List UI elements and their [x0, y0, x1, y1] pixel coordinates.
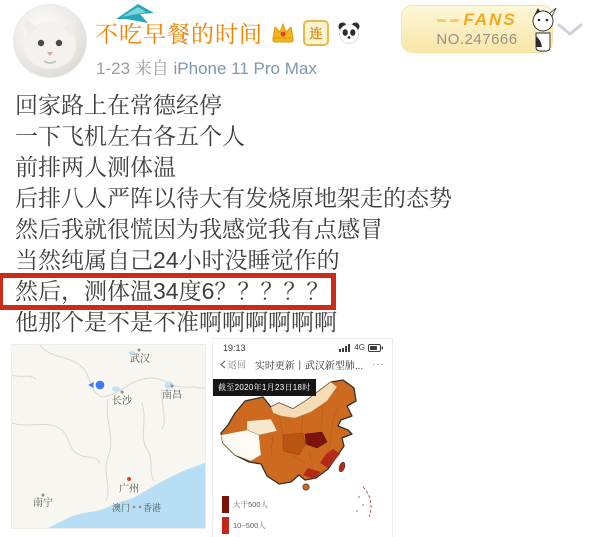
map-label-nanning: 南宁: [33, 498, 53, 509]
legend-row: [222, 496, 268, 513]
fans-mascot-cat-icon: [526, 6, 560, 54]
post-line: 他那个是不是不准啊啊啊啊啊啊: [15, 309, 337, 335]
post-line: 回家路上在常德经停: [15, 92, 222, 118]
article-title: 实时更新丨武汉新型肺...: [254, 361, 364, 372]
post-line: 后排八人严阵以待大有发烧原地架走的态势: [15, 185, 452, 211]
post-line: 当然纯属自己24小时没睡觉作的: [15, 247, 340, 273]
signal-icon: [339, 344, 351, 352]
vip-crown-icon[interactable]: [270, 21, 296, 45]
post-line: 然后我就很慌因为我感觉我有点感冒: [15, 216, 383, 242]
back-chevron-icon: [220, 360, 226, 369]
fans-decoration-dash: [450, 19, 459, 22]
battery-icon: [368, 344, 384, 352]
map-label-wuhan: 武汉: [130, 354, 150, 365]
map-label-guangzhou: 广州: [119, 484, 139, 495]
network-label: 4G: [354, 343, 365, 352]
username[interactable]: 不吃早餐的时间: [95, 21, 263, 47]
fans-decoration-dash: [437, 19, 446, 22]
phone-status-bar: [213, 339, 392, 354]
map-legend: [222, 496, 268, 537]
post-line: 前排两人测体温: [15, 154, 176, 180]
guangzhou-marker-icon: [127, 477, 131, 481]
timestamp-banner: 截至2020年1月23日18时: [213, 379, 316, 396]
map-image[interactable]: [12, 345, 205, 528]
cat-avatar-image: [14, 5, 86, 77]
checkin-badge-char: 连: [309, 26, 323, 41]
more-icon: ···: [372, 359, 385, 370]
post-line: 一下飞机左右各五个人: [15, 123, 245, 149]
map-label-nanchang: 南昌: [162, 390, 182, 401]
fans-label: FANS: [463, 10, 517, 29]
fans-badge[interactable]: [402, 6, 552, 52]
post-body: [15, 90, 585, 338]
post-meta: [96, 54, 317, 79]
back-button: [220, 358, 246, 371]
back-label: 返回: [228, 360, 247, 370]
map-label-changsha: 长沙: [112, 396, 132, 407]
map-graphic: [12, 345, 205, 528]
collapse-chevron-down-icon[interactable]: [556, 22, 584, 38]
avatar[interactable]: [14, 5, 86, 77]
map-label-macau: 澳门: [112, 503, 131, 513]
legend-row: [222, 517, 268, 534]
user-name-row: [95, 16, 362, 49]
map-label-hongkong: 香港: [143, 503, 162, 513]
panda-icon[interactable]: [336, 21, 362, 45]
source-prefix: 来自: [134, 59, 169, 78]
status-icons: [339, 343, 384, 352]
checkin-badge[interactable]: [303, 20, 329, 46]
post-line-highlighted: 然后，测体温34度6？？？？？: [15, 278, 330, 304]
legend-label: 10~500人: [233, 521, 266, 530]
legend-swatch-red: [222, 517, 229, 534]
legend-label: 大于500人: [233, 500, 269, 509]
status-time: 19:13: [223, 342, 246, 353]
fans-number: NO.247666: [436, 31, 518, 48]
phone-nav-bar: [213, 354, 392, 375]
source-link[interactable]: iPhone 11 Pro Max: [173, 59, 317, 78]
post-date: 1-23: [96, 59, 131, 78]
phone-screenshot-image[interactable]: [213, 339, 392, 537]
legend-swatch-dark: [222, 496, 229, 513]
